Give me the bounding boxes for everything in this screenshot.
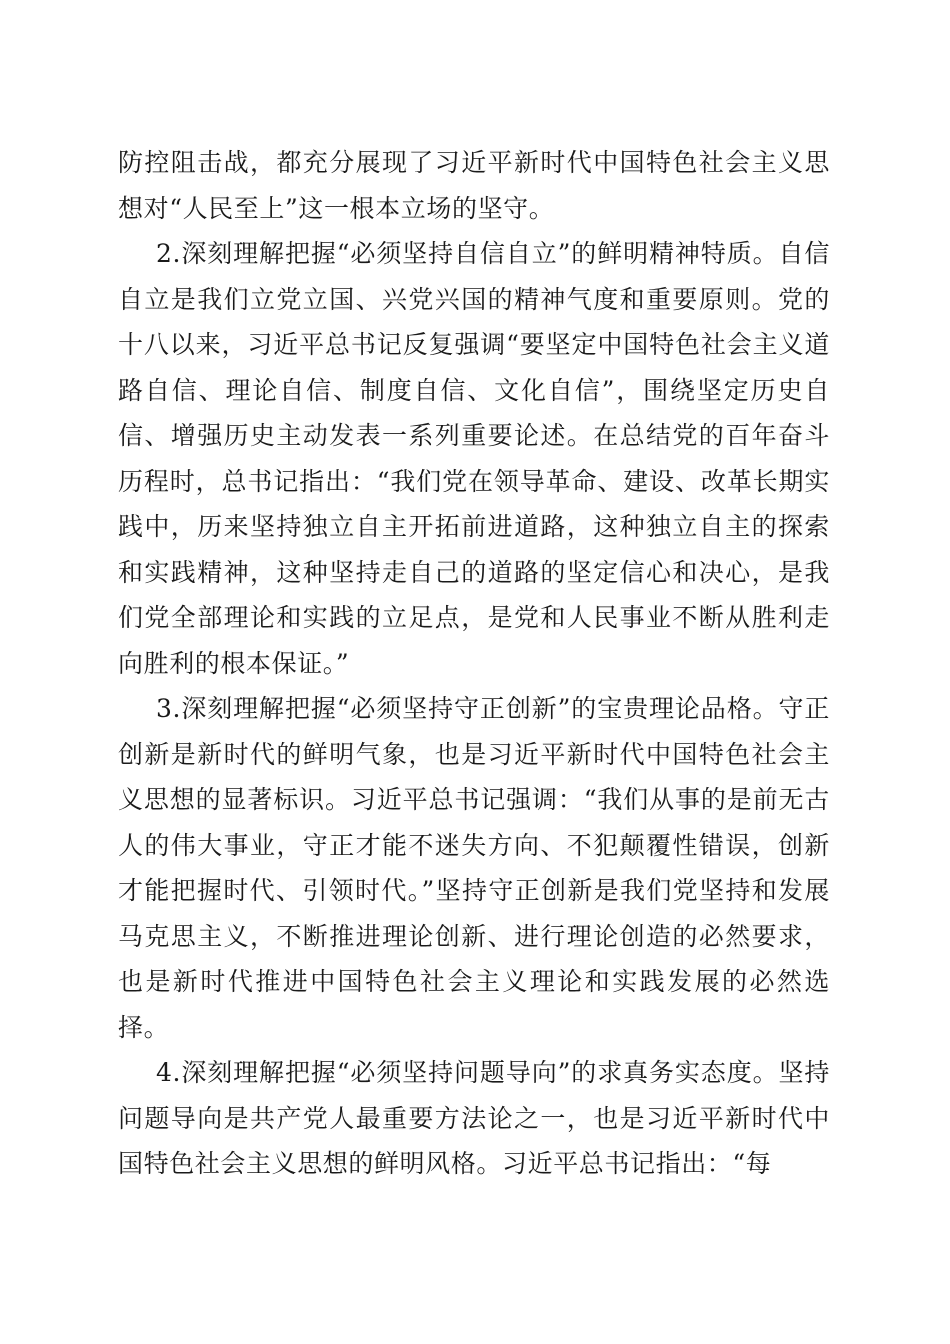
paragraph-continuation: 防控阻击战，都充分展现了习近平新时代中国特色社会主义思想对“人民至上”这一根本立场的坚守。	[118, 148, 830, 223]
paragraph-point-3: 3.深刻理解把握“必须坚持守正创新”的宝贵理论品格。守正创新是新时代的鲜明气象，也是习近平新时代中国特色社会主义思想的显著标识。习近平总书记强调：“我们从事的是前无古人的伟大事业，守正才能不迷失方向、不犯颠覆性错误，创新才能把握时代、引领时代。”坚持守正创新是我们党坚持和发展马克思主义，不断推进理论创新、进行理论创造的必然要求，也是新时代推进中国特色社会主义理论和实践发展的必然选择。	[118, 694, 830, 1042]
paragraph-point-2: 2.深刻理解把握“必须坚持自信自立”的鲜明精神特质。自信自立是我们立党立国、兴党兴国的精神气度和重要原则。党的十八以来，习近平总书记反复强调“要坚定中国特色社会主义道路自信、理论自信、制度自信、文化自信”，围绕坚定历史自信、增强历史主动发表一系列重要论述。在总结党的百年奋斗历程时，总书记指出：“我们党在领导革命、建设、改革长期实践中，历来坚持独立自主开拓前进道路，这种独立自主的探索和实践精神，这种坚持走自己的道路的坚定信心和决心，是我们党全部理论和实践的立足点，是党和人民事业不断从胜利走向胜利的根本保证。”	[118, 239, 830, 678]
body-text	[118, 140, 830, 1187]
paragraph-point-4: 4.深刻理解把握“必须坚持问题导向”的求真务实态度。坚持问题导向是共产党人最重要方法论之一，也是习近平新时代中国特色社会主义思想的鲜明风格。习近平总书记指出：“每	[118, 1058, 830, 1178]
